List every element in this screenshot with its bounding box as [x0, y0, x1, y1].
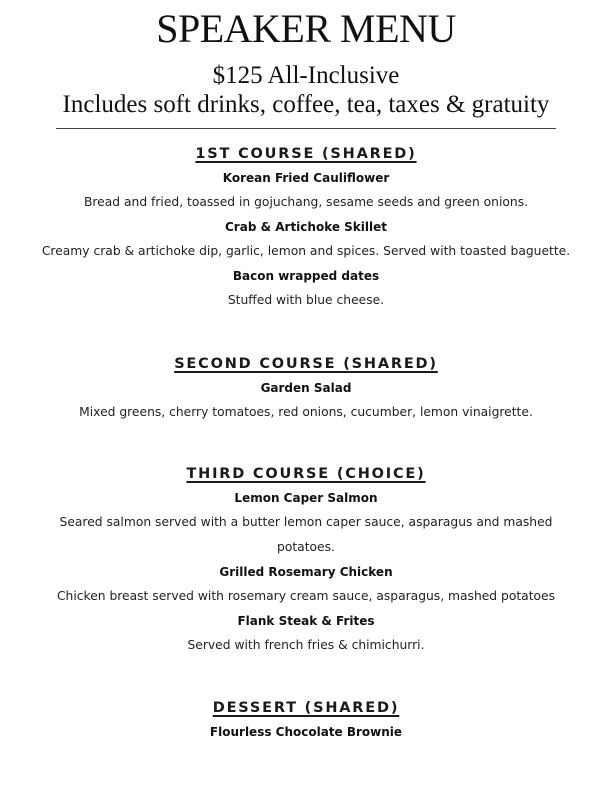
course-heading: SECOND COURSE (SHARED) [174, 356, 438, 372]
menu-item-name: Garden Salad [260, 381, 352, 395]
menu-item-description: Seared salmon served with a butter lemon caper sauce, asparagus and mashed potatoes. [59, 515, 553, 554]
course-section-4 [0, 699, 612, 744]
menu-item-name: Lemon Caper Salmon [234, 491, 378, 505]
course-heading: DESSERT (SHARED) [212, 700, 400, 716]
menu-item-name: Grilled Rosemary Chicken [219, 565, 393, 579]
menu-item-description: Stuffed with blue cheese. [227, 293, 385, 307]
course-section-2 [0, 355, 612, 425]
menu-item-description: Creamy crab & artichoke dip, garlic, lemon and spices. Served with toasted baguette. [41, 244, 571, 258]
course-heading: THIRD COURSE (CHOICE) [186, 466, 426, 482]
includes-line: Includes soft drinks, coffee, tea, taxes & gratuity [62, 91, 550, 118]
menu-item-name: Korean Fried Cauliflower [222, 171, 390, 185]
course-section-3 [0, 465, 612, 658]
menu-item-description: Mixed greens, cherry tomatoes, red onions, cucumber, lemon vinaigrette. [79, 405, 533, 419]
menu-title: SPEAKER MENU [156, 6, 456, 51]
course-section-1 [0, 145, 612, 313]
menu-item-name: Bacon wrapped dates [232, 269, 380, 283]
course-heading: 1ST COURSE (SHARED) [195, 146, 417, 162]
menu-item-description: Bread and fried, toassed in gojuchang, sesame seeds and green onions. [83, 195, 529, 209]
menu-item-name: Flank Steak & Frites [237, 614, 375, 628]
menu-item-description: Served with french fries & chimichurri. [187, 638, 425, 652]
price-line: $125 All-Inclusive [212, 62, 400, 89]
menu-item-description: Chicken breast served with rosemary cream sauce, asparagus, mashed potatoes [56, 589, 556, 603]
menu-item-name: Crab & Artichoke Skillet [225, 220, 387, 234]
divider [56, 128, 556, 129]
menu-item-name: Flourless Chocolate Brownie [209, 725, 403, 739]
